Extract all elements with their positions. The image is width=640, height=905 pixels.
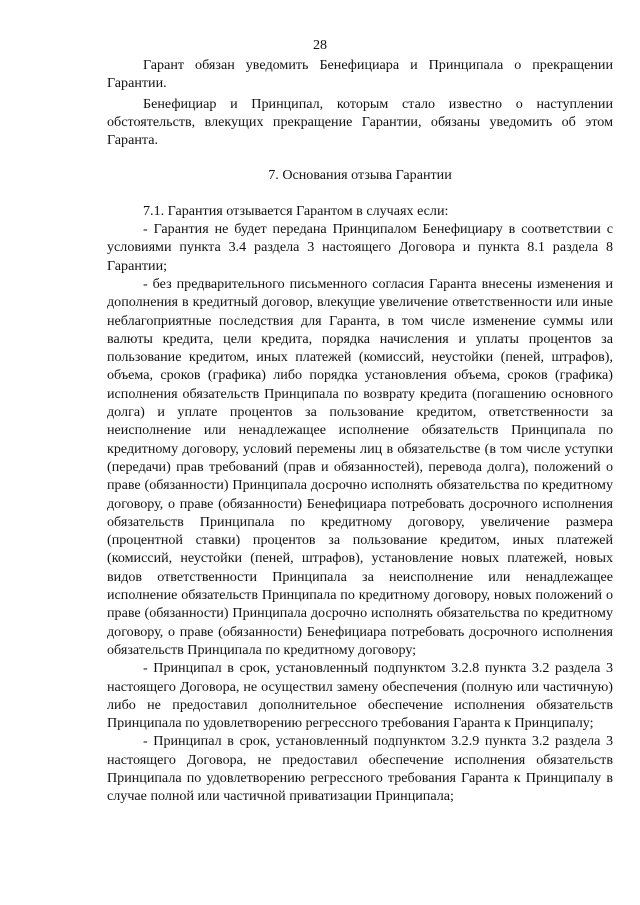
paragraph-beneficiary-notice: Бенефициар и Принципал, которым стало известно о наступлении обстоятельств, влекущих прекращение Гарантии, обязаны уведомить об этом Гаранта. — [107, 95, 613, 149]
page-number: 28 — [312, 37, 328, 53]
list-item-privatization: - Принципал в срок, установленный подпунктом 3.2.9 пункта 3.2 раздела 3 настоящего Договора, не предоставил обеспечение исполнения обязательств Принципала по удовлетворению регрессного требования Гаранта к Принципалу в случае полной или частичной приватизации Принципала; — [107, 733, 613, 805]
paragraph-7-1: 7.1. Гарантия отзывается Гарантом в случаях если: — [143, 202, 449, 219]
list-item-security-replacement: - Принципал в срок, установленный подпунктом 3.2.8 пункта 3.2 раздела 3 настоящего Договора, не осуществил замену обеспечения (полную или частичную) либо не предоставил дополнительное обеспечение исполнения обязательств Принципала по удовлетворению регрессного требования Гаранта к Принципалу; — [107, 660, 613, 732]
section-heading: 7. Основания отзыва Гарантии — [268, 167, 452, 184]
list-item-contract-changes: - без предварительного письменного согласия Гаранта внесены изменения и дополнения в кредитный договор, влекущие увеличение ответственности или иные неблагоприятные последствия для Гаранта, в том числе изменение суммы или валюты кредита, цели кредита, порядка начисления и уплаты процентов за пользование кредитом, иных платежей (комиссий, неустойки (пеней, штрафов), объема, сроков (графика) либо порядка установления объема, сроков (графика) исполнения обязательств Принципала по возврату кредита (погашению основного долга) и уплате процентов за пользование кредитом, ответственности за неисполнение или ненадлежащее исполнение обязательств Принципала по кредитному договору, условий перемены лиц в обязательстве (в том числе уступки (передачи) прав требований (прав и обязанностей), перевода долга), положений о праве (обязанности) Принципала досрочно исполнять обязательства по кредитному договору, о праве (обязанности) Бенефициара потребовать досрочного исполнения обязательств Принципала по кредитному договору, увеличение размера (процентной ставки) процентов за пользование кредитом, иных платежей (комиссий, неустойки (пеней, штрафов), установление новых платежей, новых видов ответственности Принципала за неисполнение или ненадлежащее исполнение обязательств Принципала по кредитному договору, новых положений о праве (обязанности) Принципала досрочно исполнять обязательства по кредитному договору, о праве (обязанности) Бенефициара потребовать досрочного исполнения обязательств Принципала по кредитному договору; — [107, 275, 613, 658]
list-item-not-transferred: - Гарантия не будет передана Принципалом Бенефициару в соответствии с условиями пункта 3.4 раздела 3 настоящего Договора и пункта 8.1 раздела 8 Гарантии; — [107, 221, 613, 274]
document-body — [107, 56, 613, 806]
paragraph-guarantor-notice: Гарант обязан уведомить Бенефициара и Принципала о прекращении Гарантии. — [107, 57, 613, 92]
